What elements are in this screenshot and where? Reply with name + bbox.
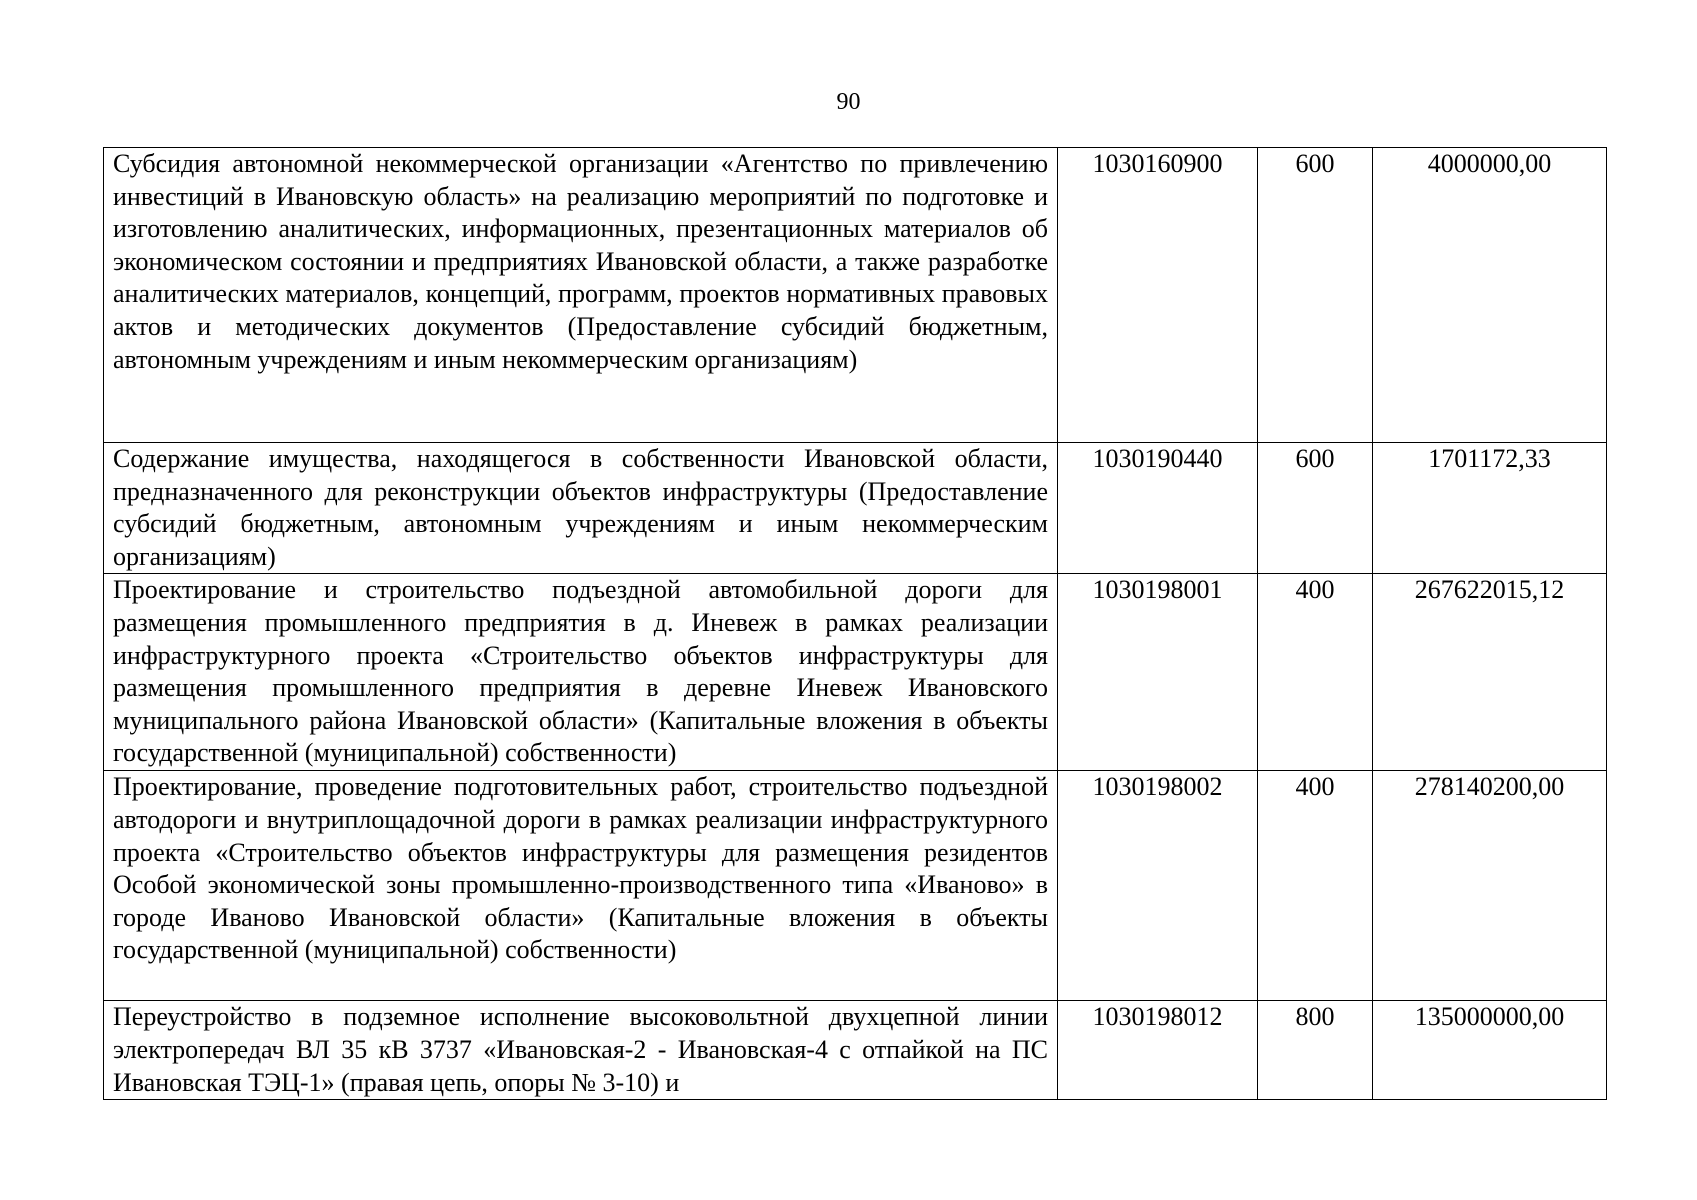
row-target-code: 1030198012 <box>1058 1001 1258 1100</box>
page-number: 90 <box>836 89 861 115</box>
row-description <box>104 1001 1058 1100</box>
table-row <box>104 771 1607 1001</box>
row-expense-type: 400 <box>1258 771 1373 1001</box>
row-target-code: 1030160900 <box>1058 148 1258 443</box>
row-target-code: 1030190440 <box>1058 443 1258 574</box>
row-amount: 278140200,00 <box>1373 771 1607 1001</box>
row-expense-type: 600 <box>1258 148 1373 443</box>
row-expense-type: 800 <box>1258 1001 1373 1100</box>
row-target-code: 1030198002 <box>1058 771 1258 1001</box>
table-row <box>104 1001 1607 1100</box>
row-target-code: 1030198001 <box>1058 574 1258 771</box>
row-expense-type: 600 <box>1258 443 1373 574</box>
table-row <box>104 443 1607 574</box>
row-description: Содержание имущества, находящегося в собственности Ивановской области, предназначенного для реконструкции объектов инфраструктуры (Предоставление субсидий бюджетным, автономным учреждениям и иным некоммерческим организациям) <box>104 443 1058 574</box>
table-row <box>104 574 1607 771</box>
row-amount: 4000000,00 <box>1373 148 1607 443</box>
row-description: Проектирование, проведение подготовительных работ, строительство подъездной автодороги и внутриплощадочной дороги в рамках реализации инфраструктурного проекта «Строительство объектов инфраструктуры для размещения резидентов Особой экономической зоны промышленно-производственного типа «Иваново» в городе Иваново Ивановской области» (Капитальные вложения в объекты государственной (муниципальной) собственности) <box>104 771 1058 1001</box>
row-expense-type: 400 <box>1258 574 1373 771</box>
budget-table <box>103 147 1607 1100</box>
row-amount: 267622015,12 <box>1373 574 1607 771</box>
row-description-text: Переустройство в подземное исполнение высоковольтной двухцепной линии электропередач ВЛ 35 кВ 3737 «Ивановская-2 - Ивановская-4 с отпайкой на ПС Ивановская ТЭЦ-1» (правая цепь, опоры № 3-10) и <box>113 1002 1048 1097</box>
row-amount: 135000000,00 <box>1373 1001 1607 1100</box>
row-amount: 1701172,33 <box>1373 443 1607 574</box>
row-description: Субсидия автономной некоммерческой организации «Агентство по привлечению инвестиций в Ивановскую область» на реализацию мероприятий по подготовке и изготовлению аналитических, информационных, презентационных материалов об экономическом состоянии и предприятиях Ивановской области, а также разработке аналитических материалов, концепций, программ, проектов нормативных правовых актов и методических документов (Предоставление субсидий бюджетным, автономным учреждениям и иным некоммерческим организациям) <box>104 148 1058 443</box>
row-description: Проектирование и строительство подъездной автомобильной дороги для размещения промышленного предприятия в д. Иневеж в рамках реализации инфраструктурного проекта «Строительство объектов инфраструктуры для размещения промышленного предприятия в деревне Иневеж Ивановского муниципального района Ивановской области» (Капитальные вложения в объекты государственной (муниципальной) собственности) <box>104 574 1058 771</box>
table-row <box>104 148 1607 443</box>
